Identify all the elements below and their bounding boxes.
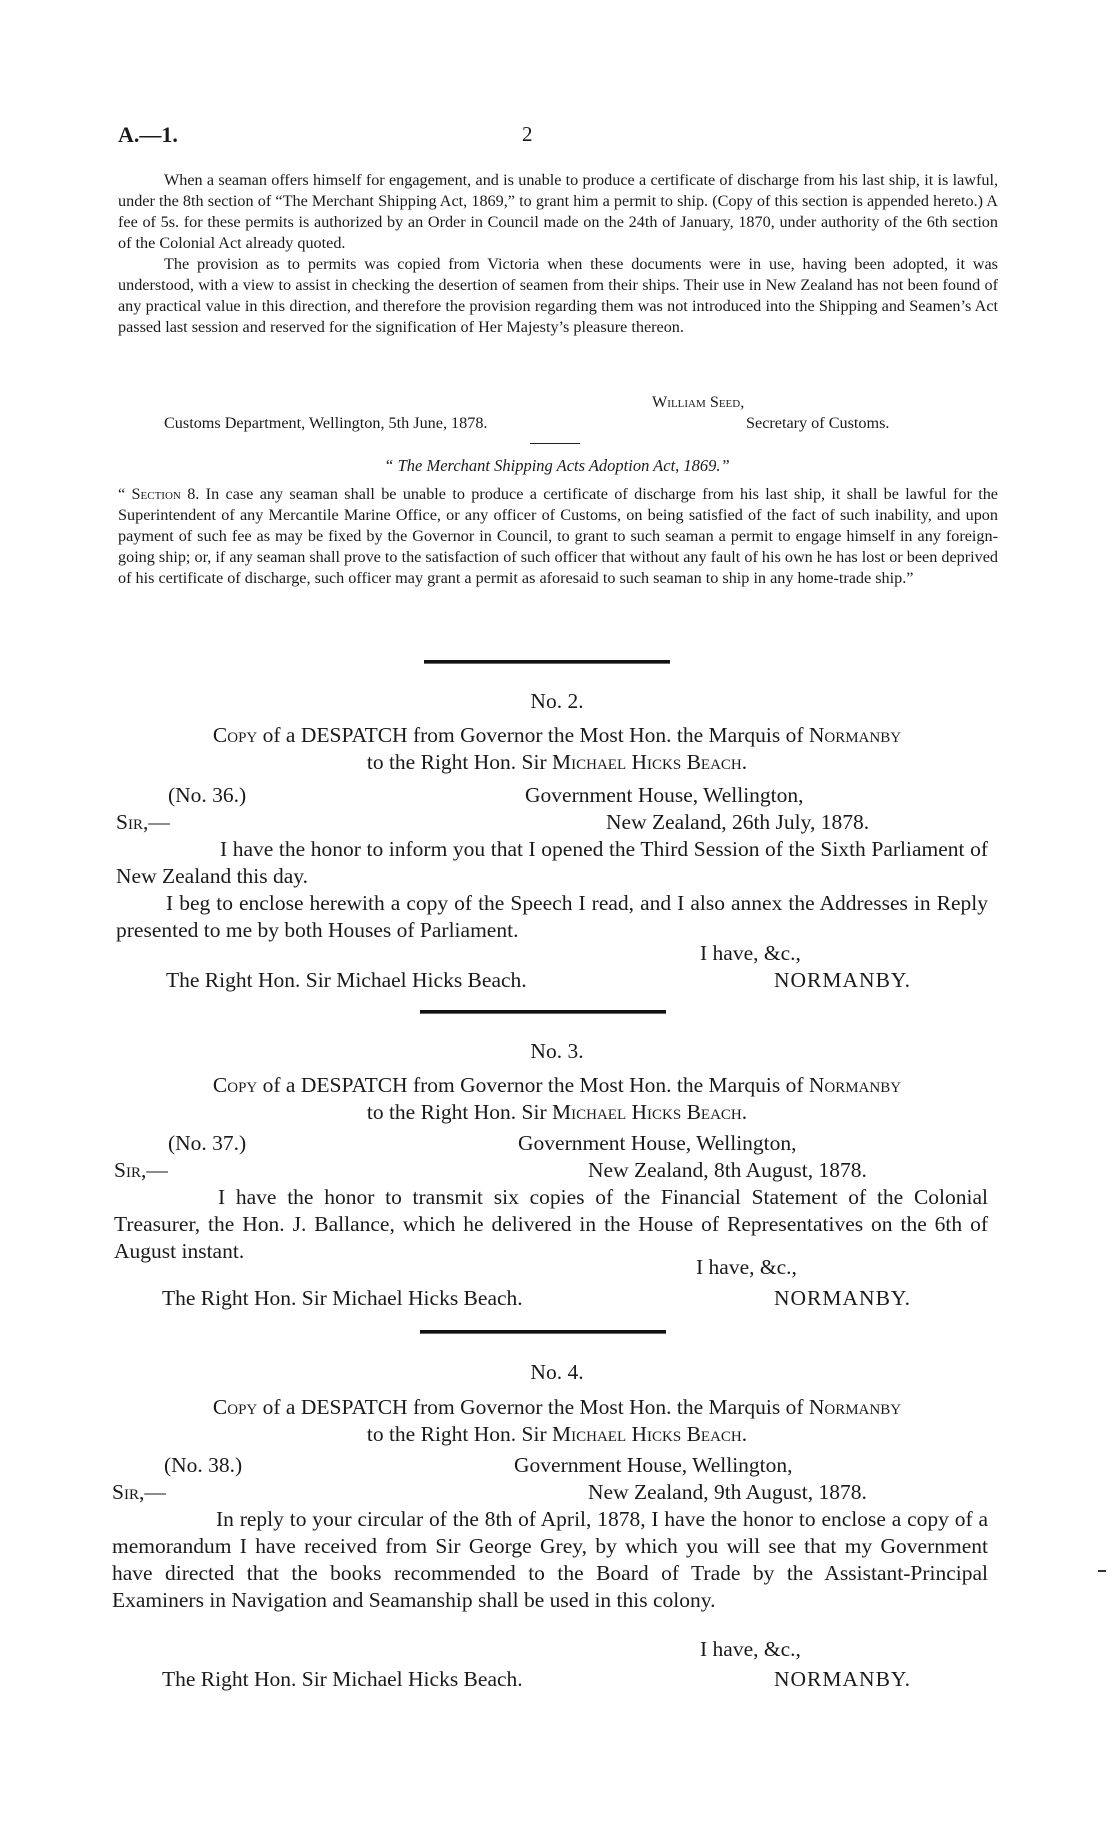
despatch-title-line-2: to the Right Hon. Sir Michael Hicks Beach. [366,1422,748,1446]
despatch-paragraph-1: I have the honor to transmit six copies of the Financial Statement of the Colonial Treasurer, the Hon. J. Ballance, which he delivered in the House of Representatives on the 6th of August instant. [114,1185,988,1263]
despatch-addressee: The Right Hon. Sir Michael Hicks Beach. [162,1667,523,1691]
act-section-label: “ Section [118,485,181,503]
despatch-signature: NORMANBY. [774,1667,912,1691]
act-title: “ The Merchant Shipping Acts Adoption Act, 1869.” [384,456,730,475]
despatch-date: New Zealand, 9th August, 1878. [588,1480,867,1504]
despatch-body [114,1184,988,1265]
memo-signature-name: William Seed, [652,393,745,411]
despatch-ref: (No. 36.) [168,783,247,807]
memo-paragraph-1: When a seaman offers himself for engagement, and is unable to produce a certificate of discharge from his last ship, it is lawful, under the 8th section of “The Merchant Shipping Act, 1869,” to grant him a permit to ship. (Copy of this section is appended hereto.) A fee of 5s. for these permits is authorized by an Order in Council made on the 24th of January, 1870, under authority of the 6th section of the Colonial Act already quoted. [118,171,998,252]
despatch-paragraph-1: In reply to your circular of the 8th of April, 1878, I have the honor to enclose a copy of a memorandum I have received from Sir George Grey, by which you will see that my Government have directed that the books recommended to the Board of Trade by the Assistant-Principal Examiners in Navigation and Seamanship shall be used in this colony. [112,1507,988,1612]
despatch-closing: I have, &c., [700,1637,801,1661]
despatch-title-line-1: Copy of a DESPATCH from Governor the Most Hon. the Marquis of Normanby [212,1395,902,1419]
despatch-ref: (No. 38.) [164,1453,243,1477]
despatch-body [112,1506,988,1614]
despatch-from: Government House, Wellington, [514,1453,793,1477]
page-number: 2 [522,122,533,146]
section-divider [420,1010,666,1014]
despatch-addressee: The Right Hon. Sir Michael Hicks Beach. [162,1286,523,1310]
despatch-number: No. 2. [530,689,584,713]
despatch-closing: I have, &c., [700,941,801,965]
despatch-title-line-1: Copy of a DESPATCH from Governor the Most Hon. the Marquis of Normanby [212,723,902,747]
despatch-date: New Zealand, 26th July, 1878. [606,810,870,834]
despatch-salutation: Sir,— [112,1480,166,1504]
despatch-body [116,836,988,944]
memo-place-date: Customs Department, Wellington, 5th June, 1878. [164,414,488,432]
despatch-signature: NORMANBY. [774,968,912,992]
despatch-date: New Zealand, 8th August, 1878. [588,1158,867,1182]
despatch-closing: I have, &c., [696,1255,797,1279]
despatch-paragraph-1: I have the honor to inform you that I opened the Third Session of the Sixth Parliament of New Zealand this day. [116,837,988,888]
memo-signature-title: Secretary of Customs. [746,414,890,432]
despatch-title-line-2: to the Right Hon. Sir Michael Hicks Beach. [366,1100,748,1124]
memo-paragraph-2: The provision as to permits was copied from Victoria when these documents were in use, having been adopted, it was understood, with a view to assist in checking the desertion of seamen from their ships. Their use in New Zealand has not been found of any practical value in this direction, and therefore the provision regarding them was not introduced into the Shipping and Seamen’s Act passed last session and reserved for the signification of Her Majesty’s pleasure thereon. [118,255,998,336]
document-reference: A.—1. [118,122,178,147]
short-divider [530,443,580,444]
despatch-salutation: Sir,— [114,1158,168,1182]
despatch-from: Government House, Wellington, [525,783,804,807]
despatch-ref: (No. 37.) [168,1131,247,1155]
despatch-paragraph-2: I beg to enclose herewith a copy of the Speech I read, and I also annex the Addresses in Reply presented to me by both Houses of Parliament. [116,891,988,942]
despatch-title-line-2: to the Right Hon. Sir Michael Hicks Beach. [366,750,748,774]
despatch-number: No. 3. [530,1039,584,1063]
despatch-addressee: The Right Hon. Sir Michael Hicks Beach. [166,968,527,992]
margin-mark [1098,1570,1106,1572]
act-section [118,484,998,589]
section-divider [420,1330,666,1334]
despatch-title-line-1: Copy of a DESPATCH from Governor the Most Hon. the Marquis of Normanby [212,1073,902,1097]
section-divider [424,660,670,664]
despatch-number: No. 4. [530,1360,584,1384]
despatch-signature: NORMANBY. [774,1286,912,1310]
act-section-text: 8. In case any seaman shall be unable to produce a certificate of discharge from his last ship, it shall be lawful for the Superintendent of any Mercantile Marine Office, or any officer of Customs, on being satisfied of the fact of such inability, and upon payment of such fee as may be fixed by the Governor in Council, to grant to such seaman a permit to engage himself in any foreign-going ship; or, if any seaman shall prove to the satisfaction of such officer that without any fault of his own he has lost or been deprived of his certificate of discharge, such officer may grant a permit as aforesaid to such seaman to ship in any home-trade ship.” [118,485,998,587]
memo-body [118,170,998,338]
despatch-from: Government House, Wellington, [518,1131,797,1155]
despatch-salutation: Sir,— [116,810,170,834]
